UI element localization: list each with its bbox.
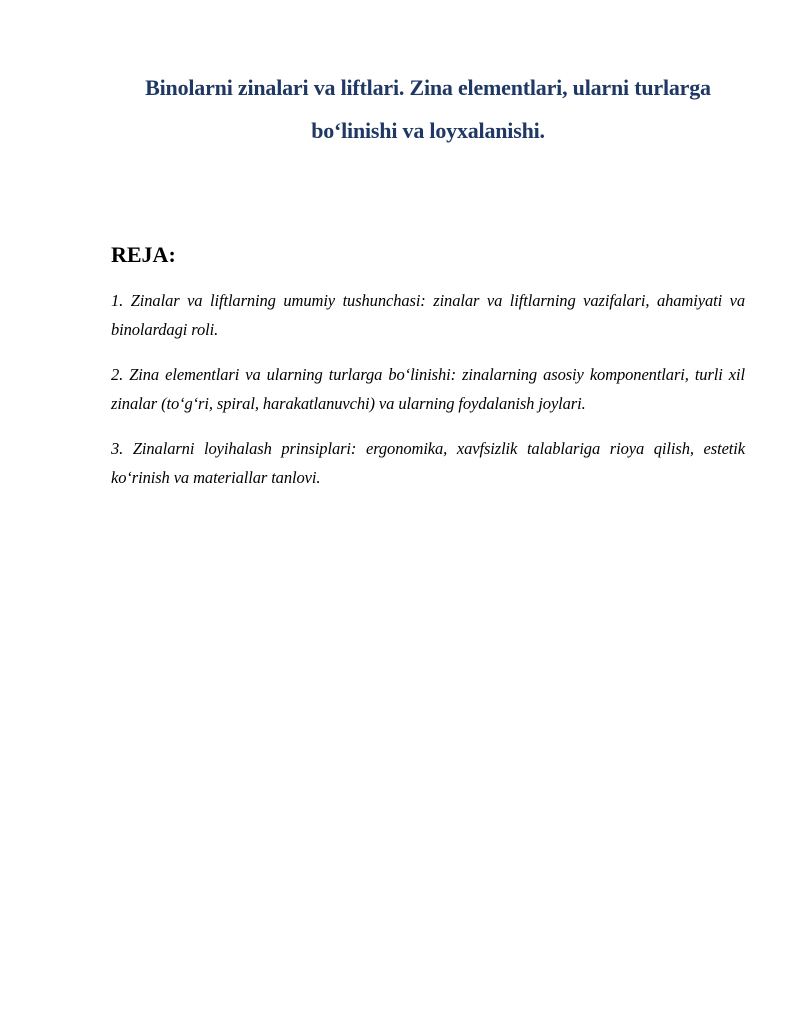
document-title (111, 66, 745, 152)
document-content (111, 0, 745, 492)
document-title-line-1: Binolarni zinalari va liftlari. Zina elementlari, ularni turlarga (145, 75, 711, 100)
plan-heading: REJA: (111, 242, 176, 267)
document-title-line-2: bo‘linishi va loyxalanishi. (311, 118, 545, 143)
plan-item-1: 1. Zinalar va liftlarning umumiy tushunchasi: zinalar va liftlarning vazifalari, ahamiyati va binolardagi roli. (111, 291, 745, 339)
plan-item-2: 2. Zina elementlari va ularning turlarga bo‘linishi: zinalarning asosiy komponentlari, turli xil zinalar (to‘g‘ri, spiral, harakatlanuvchi) va ularning foydalanish joylari. (111, 365, 745, 413)
plan-item-3: 3. Zinalarni loyihalash prinsiplari: ergonomika, xavfsizlik talablariga rioya qilish, estetik ko‘rinish va materiallar tanlovi. (111, 439, 745, 487)
